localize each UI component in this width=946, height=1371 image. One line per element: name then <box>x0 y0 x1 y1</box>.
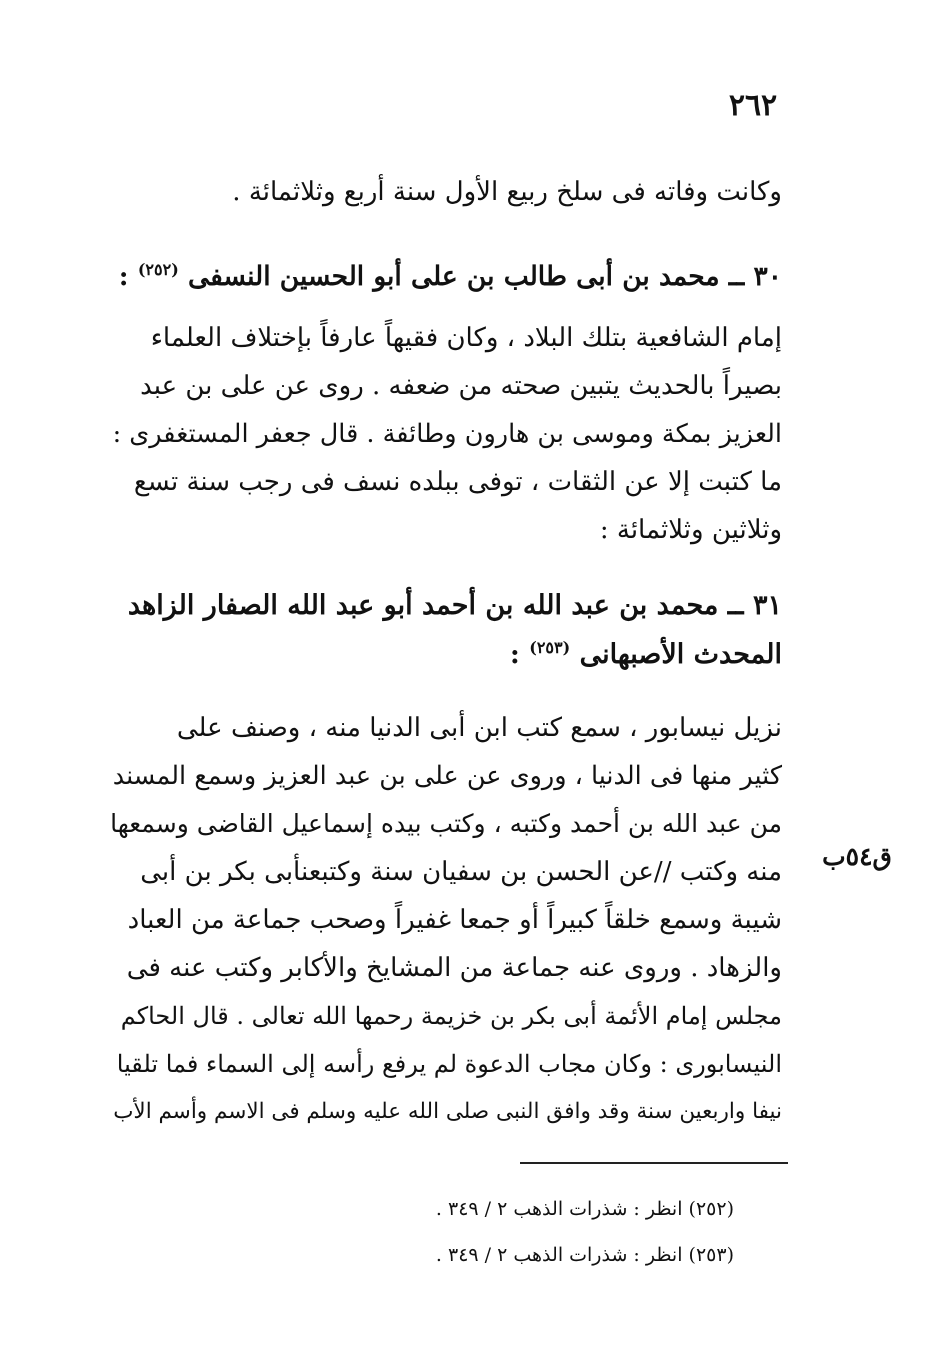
entry-31-line-8: النيسابورى : وكان مجاب الدعوة لم يرفع رأسه إلى السماء فما تلقيا <box>116 1050 782 1078</box>
entry-30-title: ٣٠ ــ محمد بن أبى طالب بن على أبو الحسين النسفى <box>188 260 782 292</box>
entry-30-line-3: العزيز بمكة وموسى بن هارون وطائفة . قال جعفر المستغفرى : <box>112 419 782 449</box>
entry-31-line-2: كثير منها فى الدنيا ، وروى عن على بن عبد العزيز وسمع المسند <box>112 761 782 791</box>
footnote-ref-252: (٢٥٢) <box>137 260 179 279</box>
entry-31-line-4: منه وكتب //عن الحسن بن سفيان سنة وكتبعنأبى بكر بن أبى <box>140 857 782 887</box>
entry-31-heading-line-2 <box>110 630 782 673</box>
manuscript-margin-note: ق٥٤ب <box>822 842 892 871</box>
entry-30-heading <box>110 252 782 295</box>
page-number: ٢٦٢ <box>728 88 778 123</box>
footnote-252: (٢٥٢) انظر : شذرات الذهب ٢ / ٣٤٩ . <box>435 1198 734 1220</box>
entry-31-line-1: نزيل نيسابور ، سمع كتب ابن أبى الدنيا منه ، وصنف على <box>176 713 782 743</box>
entry-30-line-2: بصيراً بالحديث يتبين صحته من ضعفه . روى عن على بن عبد <box>140 371 782 401</box>
entry-31-line-3: من عبد الله بن أحمد وكتبه ، وكتب بيده إسماعيل القاضى وسمعها <box>110 809 782 838</box>
entry-31-line-9: نيفا واربعين سنة وقد وافق النبى صلى الله عليه وسلم فى الاسم وأسم الأب <box>113 1099 782 1124</box>
footnote-253: (٢٥٣) انظر : شذرات الذهب ٢ / ٣٤٩ . <box>435 1244 734 1266</box>
entry-31-line-6: والزهاد . وروى عنه جماعة من المشايخ والأكابر وكتب عنه فى <box>126 953 782 983</box>
footnote-ref-253: (٢٥٣) <box>529 638 571 657</box>
entry-30-line-1: إمام الشافعية بتلك البلاد ، وكان فقيهاً عارفاً بإختلاف العلماء <box>150 323 782 353</box>
entry-31-title-cont: المحدث الأصبهانى <box>579 639 782 670</box>
entry-31-line-5: شيبة وسمع خلقاً كبيراً أو جمعا غفيراً وصحب جماعة من العباد <box>127 905 782 935</box>
entry-30-line-4: ما كتبت إلا عن الثقات ، توفى ببلده نسف فى رجب سنة تسع <box>133 467 782 497</box>
entry-31-line-7: مجلس إمام الأئمة أبى بكر بن خزيمة رحمها الله تعالى . قال الحاكم <box>120 1002 782 1030</box>
intro-line: وكانت وفاته فى سلخ ربيع الأول سنة أربع وثلاثمائة . <box>232 177 782 207</box>
entry-31-colon: : <box>509 639 520 670</box>
footnote-separator <box>520 1162 788 1164</box>
entry-31-heading-line-1: ٣١ ــ محمد بن عبد الله بن أحمد أبو عبد الله الصفار الزاهد <box>127 590 782 621</box>
entry-30-line-5: وثلاثين وثلاثمائة : <box>599 515 782 545</box>
entry-30-colon: : <box>118 260 129 292</box>
